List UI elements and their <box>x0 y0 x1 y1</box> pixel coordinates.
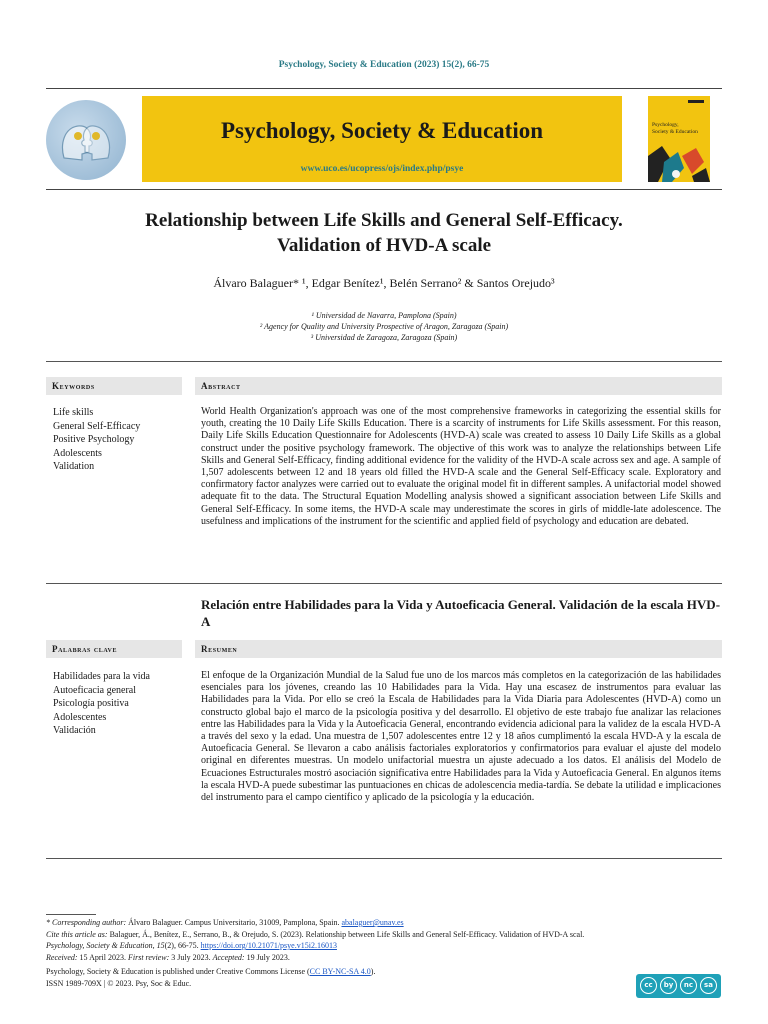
corresponding-author-note <box>46 918 722 929</box>
citation-note <box>46 930 722 941</box>
journal-cover-thumbnail <box>648 96 710 182</box>
cc-icon: cc <box>640 977 657 994</box>
license-link[interactable]: CC BY-NC-SA 4.0 <box>309 967 371 976</box>
footnote-rule <box>46 914 96 915</box>
keyword-item: Autoeficacia general <box>53 684 137 696</box>
cc-license-badge[interactable] <box>636 974 721 998</box>
paper-title-line-1: Relationship between Life Skills and General Self-Efficacy. <box>145 210 623 231</box>
affiliation: ² Agency for Quality and University Prospective of Aragon, Zaragoza (Spain) <box>259 322 509 331</box>
keyword-item: Positive Psychology <box>53 434 135 445</box>
affiliations <box>0 310 768 343</box>
keyword-item: Psicología positiva <box>53 698 129 709</box>
citation-note-continued <box>46 941 722 952</box>
footnote-text: Álvaro Balaguer. Campus Universitario, 31009, Pamplona, Spain. <box>128 918 340 927</box>
spanish-abstract-heading: Resumen <box>195 640 722 658</box>
received-label: Received: <box>46 953 78 962</box>
affiliation: ¹ Universidad de Navarra, Pamplona (Spain) <box>311 311 457 320</box>
journal-reference: Psychology, Society & Education (2023) 15(2), 66-75 <box>278 60 490 70</box>
spanish-keywords-heading: Palabras clave <box>46 640 182 658</box>
accepted-label: Accepted: <box>212 953 245 962</box>
nc-icon: nc <box>680 977 697 994</box>
keyword-list <box>53 406 183 474</box>
author-list: Álvaro Balaguer* ¹, Edgar Benítez¹, Belén Serrano² & Santos Orejudo³ <box>213 276 555 290</box>
spanish-keyword-list <box>53 670 183 738</box>
spanish-title: Relación entre Habilidades para la Vida y Autoeficacia General. Validación de la escala HVD-A <box>201 597 721 629</box>
received-date: 15 April 2023. <box>79 953 126 962</box>
divider <box>46 361 722 362</box>
affiliation: ³ Universidad de Zaragoza, Zaragoza (Spain) <box>310 333 458 342</box>
abstract-text: World Health Organization's approach was one of the most comprehensive frameworks in categorizing the essential skills for youth, creating the 10 Daily Life Skills Education. There is a scarcity of instruments for Life Skills assessment. For this reason, Daily Life Skills Education Questionnaire for Adolescents (HVD-A) scale was created to assess 10 Daily Life Skills as a global construct under the positive psychology framework. The objective of this work was to analyze the relationships between Life Skills and General Self-Efficacy, finding additional evidence for the validity of the HVD-A scale across sex and age. A sample of 1,507 adolescents between 12 and 18 years old filled the HVD-A scale and the General Self-Efficacy scale. Exploratory and confirmatory factor analyzes were carried out to evaluate the original model fit in different samples. A unifactorial model showed adequate fit to the data. The Structural Equation Modelling analysis showed a significant association between Life Skills and General Self-Efficacy. In some items, the HVD-A scale may underestimate the scores in girls of middle-late adolescence. The usefulness and implications of the instrument for the scientific and applied field of psychology and education are debated. <box>201 406 721 527</box>
sa-icon: sa <box>700 977 717 994</box>
journal-banner <box>142 96 622 182</box>
keyword-item: Adolescentes <box>53 711 107 723</box>
license-text: Psychology, Society & Education is published under Creative Commons License ( <box>46 967 310 976</box>
footnote-label: * Corresponding author: <box>46 918 127 927</box>
license-end: ). <box>370 967 376 976</box>
cover-title: Psychology, Society & Education <box>652 122 698 135</box>
paper-title <box>60 208 708 258</box>
dates-note <box>46 953 722 964</box>
divider <box>46 583 722 584</box>
issn-note: ISSN 1989-709X | © 2023. Psy, Soc & Educ. <box>46 979 192 988</box>
heads-logo-icon <box>46 100 126 180</box>
keyword-item: Adolescents <box>53 447 102 459</box>
keyword-item: Validación <box>53 725 96 736</box>
footnote-label: Cite this article as: <box>46 930 108 939</box>
divider <box>46 858 722 859</box>
paper-title-line-2: Validation of HVD-A scale <box>276 235 492 256</box>
cover-art-icon <box>648 96 710 182</box>
journal-name: Psychology, Society & Education <box>220 118 543 143</box>
journal-url[interactable]: www.uco.es/ucopress/ojs/index.php/psye <box>300 164 464 174</box>
citation-journal: Psychology, Society & Education, 15 <box>46 941 165 950</box>
keywords-heading: Keywords <box>46 377 182 395</box>
spanish-abstract-text: El enfoque de la Organización Mundial de la Salud fue uno de los marcos más completos en la categorización de las habilidades esenciales para los jóvenes, creando las 10 Habilidades para la Vida. Hay una escasez de instrumentos para evaluar las Habilidades para la Vida. Por ello se creó la Escala de Habilidades para la Vida Diaria para Adolescentes (HVD-A) como un constructo global bajo el marco de la psicología positiva y del desarrollo. El objetivo de este trabajo fue analizar las relaciones entre las Habilidades para la Vida y la Autoeficacia General, encontrando evidencia adicional para la validez de la escala HVD-A a través del sexo y la edad. Una muestra de 1,507 adolescentes entre 12 y 18 años cumplimentó la escala HVD-A y la escala de Autoeficacia General. Se llevaron a cabo análisis factoriales exploratorios y confirmatorios para evaluar el ajuste del modelo original en diferentes muestras. Un modelo unifactorial muestra un ajuste adecuado a los datos. El análisis del Modelo de Ecuaciones Estructurales mostró asociación significativa entre Habilidades para la Vida y Autoeficacia General. En algunos ítems la escala HVD-A puede subestimar las puntuaciones en chicas de adolescencia media-tardía. Se debate la utilidad e implicaciones del instrumento para el campo científico y aplicado de la psicología y la educación. <box>201 670 721 804</box>
first-review-label: First review: <box>127 953 170 962</box>
keyword-item: Validation <box>53 461 95 472</box>
journal-logo <box>46 100 126 180</box>
keyword-item: General Self-Efficacy <box>53 420 141 432</box>
first-review-date: 3 July 2023. <box>171 953 211 962</box>
keyword-item: Life skills <box>53 407 94 418</box>
citation-text: Balaguer, Á., Benítez, E., Serrano, B., & Orejudo, S. (2023). Relationship between Life Skills and General Self-Efficacy. Validation of HVD-A scal. <box>109 930 585 939</box>
accepted-date: 19 July 2023. <box>246 953 290 962</box>
email-link[interactable]: abalaguer@unav.es <box>341 918 404 927</box>
by-icon: by <box>660 977 677 994</box>
citation-issue: (2), 66-75. <box>164 941 199 950</box>
license-note <box>46 967 722 978</box>
doi-link[interactable]: https://doi.org/10.21071/psye.v15i2.16013 <box>200 941 337 950</box>
keyword-item: Habilidades para la vida <box>53 671 150 682</box>
abstract-heading: Abstract <box>195 377 722 395</box>
